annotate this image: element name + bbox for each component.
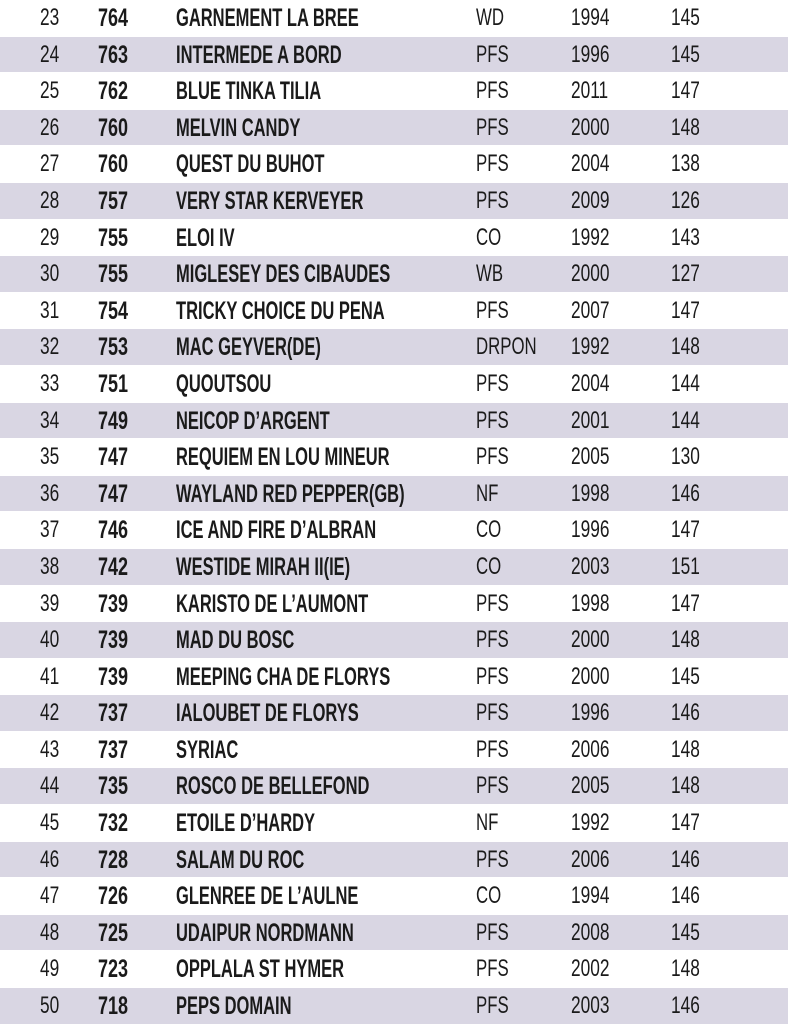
birth-year-cell: 2005 bbox=[571, 772, 610, 800]
birth-year-cell: 2006 bbox=[571, 845, 610, 873]
table-row bbox=[0, 256, 788, 293]
birth-year-cell: 2009 bbox=[571, 186, 610, 214]
rank-cell: 34 bbox=[40, 406, 60, 434]
breed-cell: WD bbox=[476, 4, 504, 31]
horse-name-cell: TRICKY CHOICE DU PENA bbox=[176, 296, 385, 325]
height-cell: 145 bbox=[671, 918, 700, 946]
rank-cell: 50 bbox=[40, 992, 60, 1020]
rank-cell: 28 bbox=[40, 186, 60, 214]
breed-cell: PFS bbox=[476, 735, 509, 763]
breed-cell: CO bbox=[476, 223, 502, 251]
breed-cell: PFS bbox=[476, 662, 509, 690]
rank-cell: 25 bbox=[40, 77, 60, 105]
birth-year-cell: 2007 bbox=[571, 296, 610, 324]
horse-name-cell: INTERMEDE A BORD bbox=[176, 40, 342, 69]
horse-name-cell: WESTIDE MIRAH II(IE) bbox=[176, 552, 351, 581]
table-row bbox=[0, 695, 788, 732]
breed-cell: CO bbox=[476, 552, 502, 580]
rank-cell: 35 bbox=[40, 443, 60, 471]
points-cell: 737 bbox=[98, 735, 129, 764]
rank-cell: 47 bbox=[40, 882, 60, 910]
points-cell: 739 bbox=[98, 662, 129, 691]
birth-year-cell: 1992 bbox=[571, 809, 610, 837]
birth-year-cell: 2000 bbox=[571, 626, 610, 654]
breed-cell: PFS bbox=[476, 589, 509, 617]
rank-cell: 41 bbox=[40, 662, 60, 690]
height-cell: 148 bbox=[671, 333, 700, 361]
height-cell: 151 bbox=[671, 552, 700, 580]
breed-cell: NF bbox=[476, 479, 499, 507]
table-row bbox=[0, 951, 788, 988]
points-cell: 755 bbox=[98, 223, 129, 252]
horse-name-cell: GLENREE DE L’AULNE bbox=[176, 882, 359, 911]
breed-cell: PFS bbox=[476, 772, 509, 800]
rank-cell: 40 bbox=[40, 626, 60, 654]
rank-cell: 31 bbox=[40, 296, 60, 324]
horse-name-cell: UDAIPUR NORDMANN bbox=[176, 918, 354, 947]
horse-name-cell: MEEPING CHA DE FLORYS bbox=[176, 662, 391, 691]
horse-name-cell: NEICOP D’ARGENT bbox=[176, 406, 330, 435]
breed-cell: PFS bbox=[476, 186, 509, 214]
rank-cell: 46 bbox=[40, 845, 60, 873]
birth-year-cell: 2005 bbox=[571, 443, 610, 471]
table-row bbox=[0, 659, 788, 696]
horse-name-cell: IALOUBET DE FLORYS bbox=[176, 699, 359, 728]
breed-cell: PFS bbox=[476, 406, 509, 434]
rank-cell: 49 bbox=[40, 955, 60, 983]
points-cell: 747 bbox=[98, 479, 129, 508]
table-row bbox=[0, 293, 788, 330]
horse-name-cell: MELVIN CANDY bbox=[176, 113, 301, 142]
height-cell: 147 bbox=[671, 77, 700, 105]
table-row bbox=[0, 0, 788, 37]
horse-name-cell: ETOILE D’HARDY bbox=[176, 809, 316, 838]
breed-cell: PFS bbox=[476, 369, 509, 397]
horse-name-cell: ICE AND FIRE D’ALBRAN bbox=[176, 516, 377, 545]
height-cell: 145 bbox=[671, 662, 700, 690]
height-cell: 145 bbox=[671, 4, 700, 31]
breed-cell: PFS bbox=[476, 699, 509, 727]
points-cell: 728 bbox=[98, 845, 129, 874]
rank-cell: 44 bbox=[40, 772, 60, 800]
breed-cell: NF bbox=[476, 809, 499, 837]
points-cell: 725 bbox=[98, 918, 129, 947]
birth-year-cell: 1996 bbox=[571, 699, 610, 727]
table-row bbox=[0, 842, 788, 879]
birth-year-cell: 2002 bbox=[571, 955, 610, 983]
table-row bbox=[0, 805, 788, 842]
horse-name-cell: KARISTO DE L’AUMONT bbox=[176, 589, 369, 618]
horse-name-cell: SALAM DU ROC bbox=[176, 845, 305, 874]
rank-cell: 33 bbox=[40, 369, 60, 397]
table-row bbox=[0, 878, 788, 915]
points-cell: 751 bbox=[98, 369, 129, 398]
height-cell: 148 bbox=[671, 113, 700, 141]
height-cell: 148 bbox=[671, 626, 700, 654]
horse-name-cell: VERY STAR KERVEYER bbox=[176, 186, 364, 215]
table-row bbox=[0, 183, 788, 220]
table-row bbox=[0, 915, 788, 952]
horse-name-cell: QUEST DU BUHOT bbox=[176, 150, 325, 179]
height-cell: 126 bbox=[671, 186, 700, 214]
height-cell: 145 bbox=[671, 40, 700, 68]
breed-cell: PFS bbox=[476, 443, 509, 471]
rank-cell: 48 bbox=[40, 918, 60, 946]
birth-year-cell: 2000 bbox=[571, 662, 610, 690]
height-cell: 146 bbox=[671, 882, 700, 910]
height-cell: 144 bbox=[671, 406, 700, 434]
birth-year-cell: 2001 bbox=[571, 406, 610, 434]
breed-cell: PFS bbox=[476, 77, 509, 105]
points-cell: 739 bbox=[98, 589, 129, 618]
table-row bbox=[0, 988, 788, 1025]
birth-year-cell: 1994 bbox=[571, 4, 610, 31]
height-cell: 147 bbox=[671, 589, 700, 617]
points-cell: 747 bbox=[98, 443, 129, 472]
horse-name-cell: OPPLALA ST HYMER bbox=[176, 955, 345, 984]
table-row bbox=[0, 110, 788, 147]
table-row bbox=[0, 476, 788, 513]
points-cell: 763 bbox=[98, 40, 129, 69]
points-cell: 726 bbox=[98, 882, 129, 911]
height-cell: 148 bbox=[671, 772, 700, 800]
height-cell: 144 bbox=[671, 369, 700, 397]
points-cell: 760 bbox=[98, 150, 129, 179]
table-row bbox=[0, 37, 788, 74]
points-cell: 764 bbox=[98, 4, 129, 32]
breed-cell: PFS bbox=[476, 845, 509, 873]
rank-cell: 36 bbox=[40, 479, 60, 507]
breed-cell: CO bbox=[476, 516, 502, 544]
points-cell: 755 bbox=[98, 260, 129, 289]
horse-name-cell: ROSCO DE BELLEFOND bbox=[176, 772, 370, 801]
table-row bbox=[0, 512, 788, 549]
rank-cell: 43 bbox=[40, 735, 60, 763]
table-row bbox=[0, 220, 788, 257]
points-cell: 739 bbox=[98, 626, 129, 655]
birth-year-cell: 2004 bbox=[571, 369, 610, 397]
birth-year-cell: 2003 bbox=[571, 552, 610, 580]
horse-name-cell: MAD DU BOSC bbox=[176, 626, 295, 655]
breed-cell: CO bbox=[476, 882, 502, 910]
birth-year-cell: 1996 bbox=[571, 516, 610, 544]
height-cell: 148 bbox=[671, 735, 700, 763]
height-cell: 147 bbox=[671, 516, 700, 544]
breed-cell: DRPON bbox=[476, 333, 537, 361]
horse-name-cell: GARNEMENT LA BREE bbox=[176, 4, 359, 32]
points-cell: 742 bbox=[98, 552, 129, 581]
height-cell: 146 bbox=[671, 479, 700, 507]
birth-year-cell: 1992 bbox=[571, 223, 610, 251]
points-cell: 749 bbox=[98, 406, 129, 435]
horse-name-cell: WAYLAND RED PEPPER(GB) bbox=[176, 479, 405, 508]
table-row bbox=[0, 73, 788, 110]
points-cell: 757 bbox=[98, 186, 129, 215]
breed-cell: PFS bbox=[476, 296, 509, 324]
birth-year-cell: 2004 bbox=[571, 150, 610, 178]
breed-cell: PFS bbox=[476, 150, 509, 178]
table-row bbox=[0, 403, 788, 440]
horse-name-cell: MAC GEYVER(DE) bbox=[176, 333, 321, 362]
horse-name-cell: ELOI IV bbox=[176, 223, 235, 252]
points-cell: 737 bbox=[98, 699, 129, 728]
horse-name-cell: QUOUTSOU bbox=[176, 369, 272, 398]
rank-cell: 32 bbox=[40, 333, 60, 361]
table-row bbox=[0, 439, 788, 476]
table-row bbox=[0, 549, 788, 586]
rank-cell: 23 bbox=[40, 4, 60, 31]
breed-cell: WB bbox=[476, 260, 504, 288]
rank-cell: 24 bbox=[40, 40, 60, 68]
rank-cell: 39 bbox=[40, 589, 60, 617]
rank-cell: 26 bbox=[40, 113, 60, 141]
height-cell: 146 bbox=[671, 699, 700, 727]
height-cell: 127 bbox=[671, 260, 700, 288]
height-cell: 147 bbox=[671, 809, 700, 837]
birth-year-cell: 2008 bbox=[571, 918, 610, 946]
breed-cell: PFS bbox=[476, 113, 509, 141]
table-row bbox=[0, 768, 788, 805]
height-cell: 138 bbox=[671, 150, 700, 178]
birth-year-cell: 2000 bbox=[571, 113, 610, 141]
table-row bbox=[0, 329, 788, 366]
birth-year-cell: 2000 bbox=[571, 260, 610, 288]
horse-name-cell: PEPS DOMAIN bbox=[176, 992, 292, 1021]
rank-cell: 30 bbox=[40, 260, 60, 288]
height-cell: 143 bbox=[671, 223, 700, 251]
points-cell: 735 bbox=[98, 772, 129, 801]
birth-year-cell: 1998 bbox=[571, 479, 610, 507]
table-row bbox=[0, 622, 788, 659]
horse-name-cell: BLUE TINKA TILIA bbox=[176, 77, 322, 106]
horse-name-cell: MIGLESEY DES CIBAUDES bbox=[176, 260, 391, 289]
rank-cell: 42 bbox=[40, 699, 60, 727]
points-cell: 760 bbox=[98, 113, 129, 142]
rank-cell: 29 bbox=[40, 223, 60, 251]
breed-cell: PFS bbox=[476, 992, 509, 1020]
points-cell: 723 bbox=[98, 955, 129, 984]
breed-cell: PFS bbox=[476, 40, 509, 68]
points-cell: 746 bbox=[98, 516, 129, 545]
table-row bbox=[0, 732, 788, 769]
birth-year-cell: 2003 bbox=[571, 992, 610, 1020]
horse-name-cell: REQUIEM EN LOU MINEUR bbox=[176, 443, 390, 472]
height-cell: 148 bbox=[671, 955, 700, 983]
points-cell: 754 bbox=[98, 296, 129, 325]
rank-cell: 45 bbox=[40, 809, 60, 837]
table-row bbox=[0, 366, 788, 403]
points-cell: 762 bbox=[98, 77, 129, 106]
points-cell: 753 bbox=[98, 333, 129, 362]
horse-name-cell: SYRIAC bbox=[176, 735, 239, 764]
height-cell: 146 bbox=[671, 992, 700, 1020]
height-cell: 147 bbox=[671, 296, 700, 324]
breed-cell: PFS bbox=[476, 918, 509, 946]
birth-year-cell: 1998 bbox=[571, 589, 610, 617]
table-row bbox=[0, 586, 788, 623]
birth-year-cell: 2011 bbox=[571, 77, 609, 105]
points-cell: 732 bbox=[98, 809, 129, 838]
birth-year-cell: 2006 bbox=[571, 735, 610, 763]
rank-cell: 37 bbox=[40, 516, 60, 544]
height-cell: 130 bbox=[671, 443, 700, 471]
breed-cell: PFS bbox=[476, 626, 509, 654]
birth-year-cell: 1992 bbox=[571, 333, 610, 361]
breed-cell: PFS bbox=[476, 955, 509, 983]
table-row bbox=[0, 146, 788, 183]
birth-year-cell: 1994 bbox=[571, 882, 610, 910]
points-cell: 718 bbox=[98, 992, 129, 1021]
birth-year-cell: 1996 bbox=[571, 40, 610, 68]
height-cell: 146 bbox=[671, 845, 700, 873]
rank-cell: 27 bbox=[40, 150, 60, 178]
rank-cell: 38 bbox=[40, 552, 60, 580]
